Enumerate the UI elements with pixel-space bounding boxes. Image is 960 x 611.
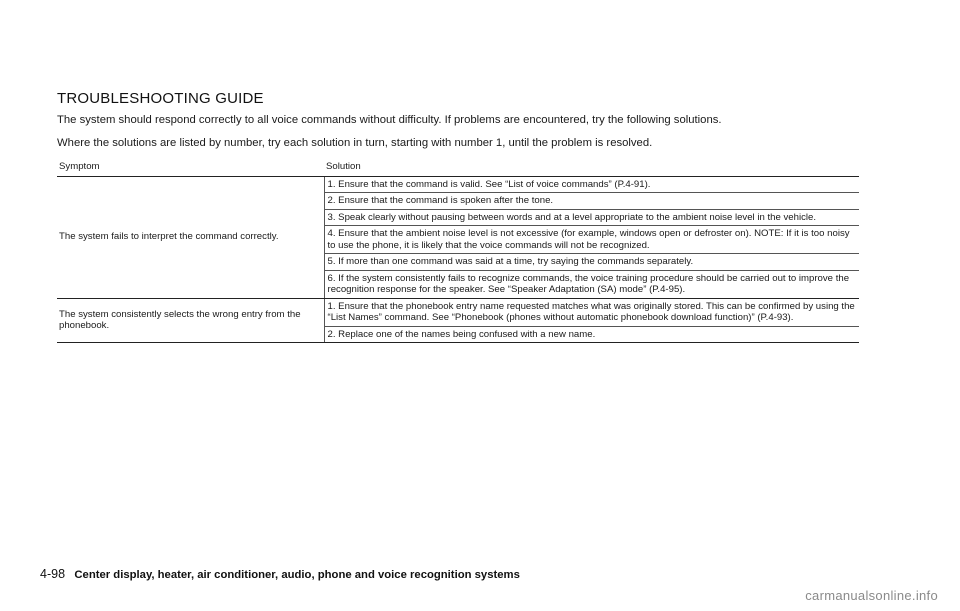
solution-cell: 1. Ensure that the phonebook entry name requested matches what was originally stored. This can be confirmed by using the “List Names” command. See “Phonebook (phones without automatic phonebook download function)” (P.4-93). — [324, 298, 859, 326]
document-body — [57, 90, 859, 343]
troubleshooting-table — [57, 159, 859, 343]
intro-paragraph-1: The system should respond correctly to all voice commands without difficulty. If problems are encountered, try the following solutions. — [57, 114, 722, 126]
header-solution: Solution — [324, 159, 859, 176]
watermark-text: carmanualsonline.info — [805, 588, 938, 603]
table-row — [57, 298, 859, 326]
solution-cell: 4. Ensure that the ambient noise level is not excessive (for example, windows open or defroster on). NOTE: If it is too noisy to use the phone, it is likely that the voice commands will not be recognized. — [324, 226, 859, 254]
solution-cell: 3. Speak clearly without pausing between words and at a level appropriate to the ambient noise level in the vehicle. — [324, 209, 859, 226]
page-number: 4-98 — [40, 567, 66, 581]
solution-cell: 6. If the system consistently fails to recognize commands, the voice training procedure should be carried out to improve the recognition response for the speaker. See “Speaker Adaptation (SA) mode” (P.4-95). — [324, 270, 859, 298]
symptom-cell: The system consistently selects the wrong entry from the phonebook. — [57, 298, 324, 343]
solution-cell: 5. If more than one command was said at a time, try saying the commands separately. — [324, 254, 859, 271]
table-header-row — [57, 159, 859, 176]
chapter-title: Center display, heater, air conditioner, audio, phone and voice recognition systems — [74, 569, 520, 581]
solution-cell: 1. Ensure that the command is valid. See “List of voice commands” (P.4-91). — [324, 176, 859, 193]
section-heading: TROUBLESHOOTING GUIDE — [57, 90, 264, 107]
intro-paragraph-2: Where the solutions are listed by number, try each solution in turn, starting with number 1, until the problem is resolved. — [57, 137, 653, 149]
page-footer — [40, 567, 520, 581]
table-row — [57, 176, 859, 193]
solution-cell: 2. Ensure that the command is spoken after the tone. — [324, 193, 859, 210]
header-symptom: Symptom — [57, 159, 324, 176]
symptom-cell: The system fails to interpret the command correctly. — [57, 176, 324, 298]
solution-cell: 2. Replace one of the names being confused with a new name. — [324, 326, 859, 343]
